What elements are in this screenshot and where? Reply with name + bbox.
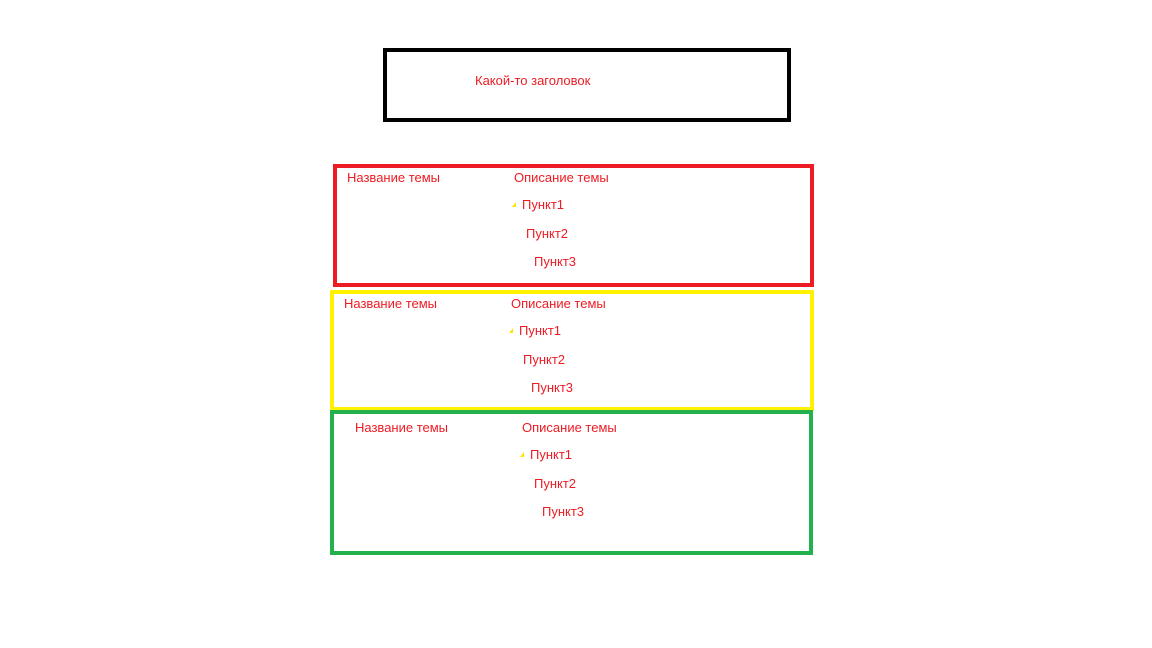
topic-description: Описание темы: [514, 170, 609, 185]
topic-item-2: Пункт2: [526, 226, 569, 241]
topic-name: Название темы: [347, 170, 441, 185]
topic-description: Описание темы: [522, 420, 617, 435]
topic-item-1: Пункт1: [522, 197, 565, 212]
topic-box-yellow: [330, 290, 814, 411]
topic-box-green: [330, 410, 813, 555]
topic-name: Название темы: [344, 296, 438, 311]
topic-item-1: Пункт1: [519, 323, 562, 338]
bullet-marker-icon: [512, 202, 516, 207]
topic-item-1: Пункт1: [530, 447, 573, 462]
topic-item-2: Пункт2: [534, 476, 577, 491]
bullet-marker-icon: [520, 452, 524, 457]
topic-box-red: [333, 164, 814, 287]
header-box: [383, 48, 791, 122]
topic-item-3: Пункт3: [542, 504, 585, 519]
topic-name: Название темы: [355, 420, 449, 435]
topic-item-3: Пункт3: [534, 254, 577, 269]
bullet-marker-icon: [509, 328, 513, 333]
header-title: Какой-то заголовок: [475, 73, 591, 88]
topic-item-2: Пункт2: [523, 352, 566, 367]
topic-description: Описание темы: [511, 296, 606, 311]
topic-item-3: Пункт3: [531, 380, 574, 395]
